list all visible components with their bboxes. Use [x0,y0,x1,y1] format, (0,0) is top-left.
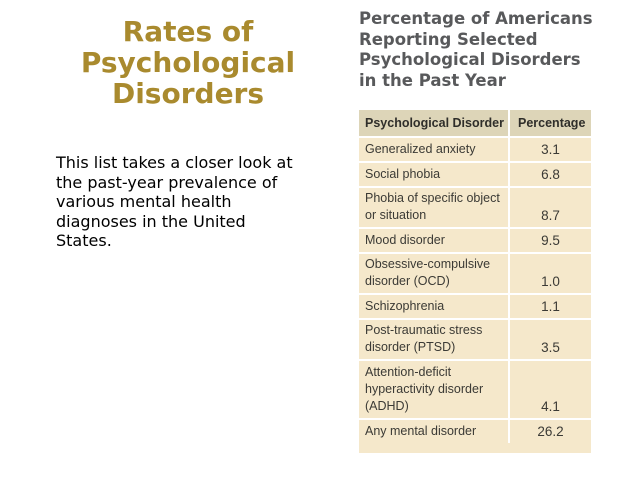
disorder-line: Post-traumatic stress [365,323,483,337]
disorder-cell [359,137,509,162]
disorder-line: Mood disorder [365,233,445,247]
body-text-line: diagnoses in the United [56,211,246,231]
table-row [359,294,591,319]
slide-title-line: Disorders [111,77,265,110]
figure-title-line: in the Past Year [359,70,506,90]
table-row [359,360,591,419]
disorder-cell [359,319,509,360]
disorder-line: Social phobia [365,167,441,181]
disorder-line: hyperactivity disorder [365,382,484,396]
table-header-row [359,110,591,137]
disorder-line: Attention-deficit [365,365,452,379]
body-text-line: This list takes a closer look at [56,153,293,172]
disorder-line: or situation [365,208,427,222]
disorder-line: disorder (PTSD) [365,340,456,354]
body-text-line: the past-year prevalence of [56,172,278,192]
slide-title-line: Rates of [122,15,254,48]
figure-title-line: Psychological Disorders [359,50,581,69]
disorder-line: Phobia of specific object [365,191,500,205]
disorder-line: Any mental disorder [365,424,477,438]
disorder-cell [359,162,509,187]
percentage-cell: 1.0 [509,253,591,294]
percentage-cell: 3.5 [509,319,591,360]
disorder-cell [359,419,509,443]
disorder-line: Obsessive-compulsive [365,257,491,271]
disorder-cell [359,294,509,319]
disorders-table [359,110,591,443]
disorder-cell [359,253,509,294]
percentage-cell: 8.7 [509,187,591,228]
slide-title [56,16,320,109]
column-header-percentage: Percentage [509,110,591,137]
body-text-line: various mental health [56,192,232,212]
disorder-line: Schizophrenia [365,299,445,313]
figure-title [359,9,629,91]
percentage-cell: 3.1 [509,137,591,162]
disorder-cell [359,187,509,228]
disorder-line: Generalized anxiety [365,142,476,156]
percentage-cell: 1.1 [509,294,591,319]
slide-title-line: Psychological [80,46,296,79]
table-row [359,137,591,162]
column-header-disorder: Psychological Disorder [359,110,509,137]
table-row [359,162,591,187]
table-row [359,319,591,360]
percentage-cell: 26.2 [509,419,591,443]
figure-title-line: Reporting Selected [359,29,538,49]
disorders-table-container [359,110,591,453]
table-row [359,253,591,294]
slide-body-text [56,153,346,251]
disorder-cell [359,360,509,419]
figure-title-line: Percentage of Americans [359,9,593,28]
percentage-cell: 4.1 [509,360,591,419]
table-row [359,419,591,443]
table-row [359,187,591,228]
body-text-line: States. [56,231,112,251]
disorder-cell [359,228,509,253]
disorder-line: disorder (OCD) [365,274,450,288]
percentage-cell: 9.5 [509,228,591,253]
percentage-cell: 6.8 [509,162,591,187]
table-row [359,228,591,253]
disorder-line: (ADHD) [365,399,409,413]
